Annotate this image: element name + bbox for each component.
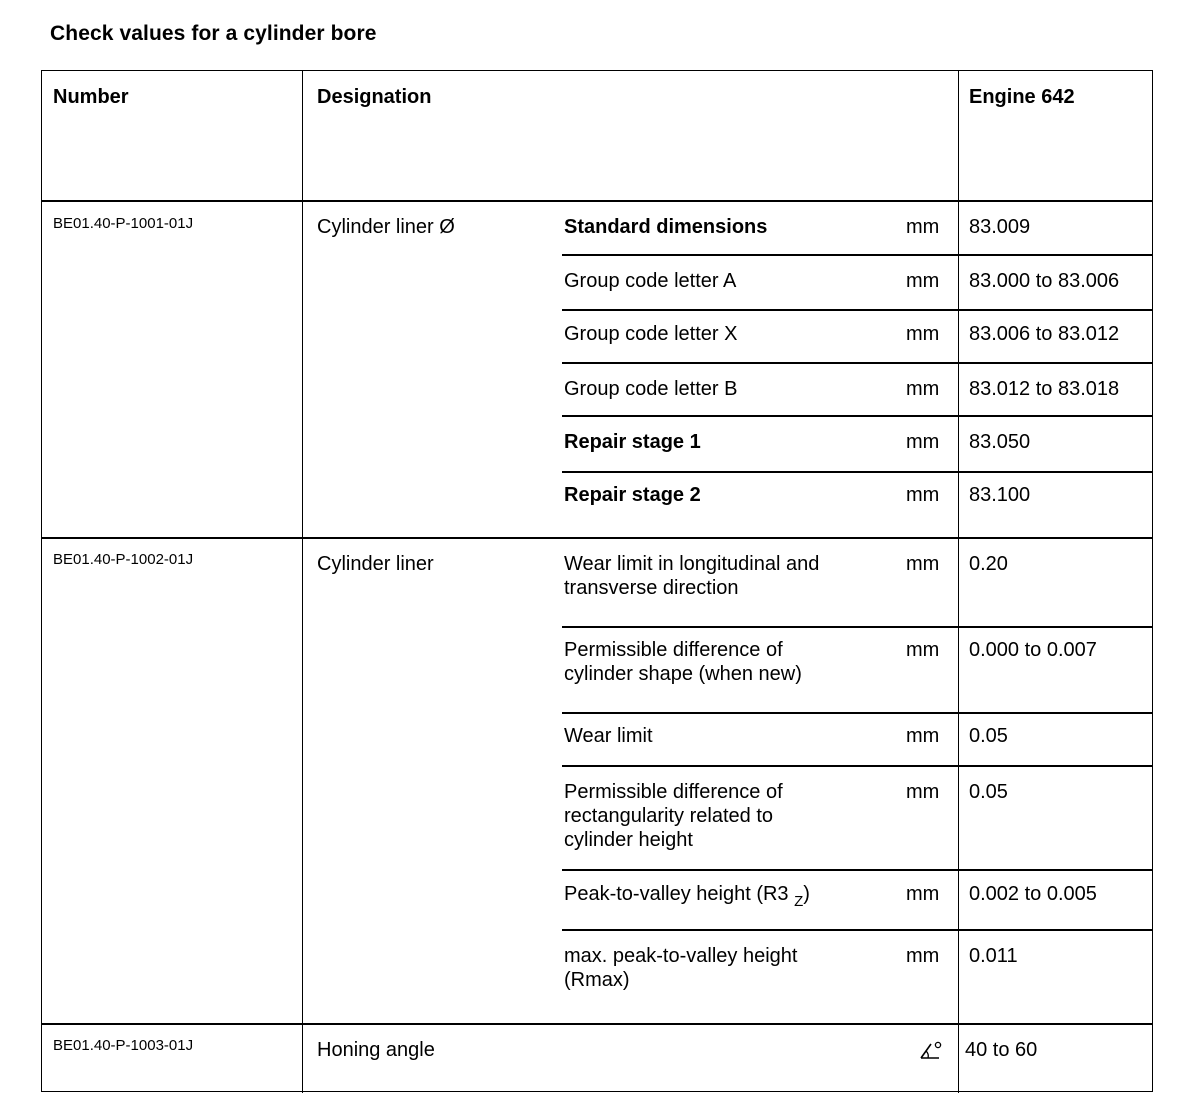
row-divider bbox=[42, 200, 1152, 202]
row-value: 0.20 bbox=[969, 553, 1008, 575]
row-unit: mm bbox=[906, 945, 940, 967]
row-unit: mm bbox=[906, 553, 940, 575]
column-divider bbox=[302, 71, 303, 1093]
row-label: Wear limit in longitudinal and transverse direction bbox=[564, 553, 820, 599]
row-label: max. peak-to-valley height (Rmax) bbox=[564, 945, 798, 991]
row-value: 83.006 to 83.012 bbox=[969, 323, 1120, 345]
header-number: Number bbox=[53, 86, 129, 108]
row-unit: mm bbox=[906, 431, 940, 453]
row-divider bbox=[562, 471, 1152, 473]
row-label: Repair stage 1 bbox=[564, 431, 701, 453]
row-value: 83.050 bbox=[969, 431, 1031, 453]
group-number: BE01.40-P-1003-01J bbox=[53, 1037, 194, 1054]
row-divider bbox=[562, 765, 1152, 767]
row-unit: mm bbox=[906, 323, 940, 345]
header-designation: Designation bbox=[317, 86, 432, 108]
row-divider bbox=[42, 1023, 1152, 1025]
row-value: 83.100 bbox=[969, 484, 1031, 506]
row-divider bbox=[562, 869, 1152, 871]
row-label-main: Peak-to-valley height (R3 bbox=[564, 883, 795, 905]
column-divider bbox=[958, 71, 959, 1093]
row-value: 83.012 to 83.018 bbox=[969, 378, 1120, 400]
header-engine: Engine 642 bbox=[969, 86, 1075, 108]
row-divider bbox=[562, 415, 1152, 417]
row-label-subscript: Z bbox=[794, 893, 804, 910]
row-value: 0.05 bbox=[969, 725, 1008, 747]
angle-icon bbox=[918, 1039, 944, 1061]
row-unit: mm bbox=[906, 725, 940, 747]
row-divider bbox=[562, 626, 1152, 628]
row-unit: mm bbox=[906, 484, 940, 506]
row-divider bbox=[562, 362, 1152, 364]
group-designation: Honing angle bbox=[317, 1039, 435, 1061]
row-label: Group code letter B bbox=[564, 378, 738, 400]
row-label: Standard dimensions bbox=[564, 216, 768, 238]
row-value: 0.000 to 0.007 bbox=[969, 639, 1097, 661]
page-title: Check values for a cylinder bore bbox=[50, 22, 377, 45]
group-number: BE01.40-P-1001-01J bbox=[53, 215, 194, 232]
row-unit: mm bbox=[906, 781, 940, 803]
row-label: Group code letter X bbox=[564, 323, 738, 345]
row-label: Group code letter A bbox=[564, 270, 737, 292]
row-divider bbox=[562, 309, 1152, 311]
row-label: Permissible difference of rectangularity related to cylinder height bbox=[564, 781, 783, 851]
row-unit: mm bbox=[906, 270, 940, 292]
group-designation: Cylinder liner bbox=[317, 553, 434, 575]
row-label: Repair stage 2 bbox=[564, 484, 701, 506]
row-divider bbox=[562, 712, 1152, 714]
row-value: 0.002 to 0.005 bbox=[969, 883, 1097, 905]
row-divider bbox=[562, 929, 1152, 931]
group-number: BE01.40-P-1002-01J bbox=[53, 551, 194, 568]
row-label bbox=[564, 882, 810, 908]
row-unit: mm bbox=[906, 378, 940, 400]
row-value: 83.000 to 83.006 bbox=[969, 270, 1120, 292]
row-label-end: ) bbox=[803, 883, 810, 905]
row-label: Wear limit bbox=[564, 725, 653, 747]
row-divider bbox=[42, 537, 1152, 539]
row-value: 83.009 bbox=[969, 216, 1031, 238]
check-values-table bbox=[41, 70, 1153, 1092]
row-value: 0.05 bbox=[969, 781, 1008, 803]
row-value: 0.011 bbox=[969, 945, 1018, 967]
row-label: Permissible difference of cylinder shape (when new) bbox=[564, 639, 802, 685]
row-divider bbox=[562, 254, 1152, 256]
row-unit: mm bbox=[906, 883, 940, 905]
row-unit: mm bbox=[906, 216, 940, 238]
group-designation: Cylinder liner Ø bbox=[317, 216, 455, 238]
row-value: 40 to 60 bbox=[965, 1039, 1038, 1061]
row-unit: mm bbox=[906, 639, 940, 661]
